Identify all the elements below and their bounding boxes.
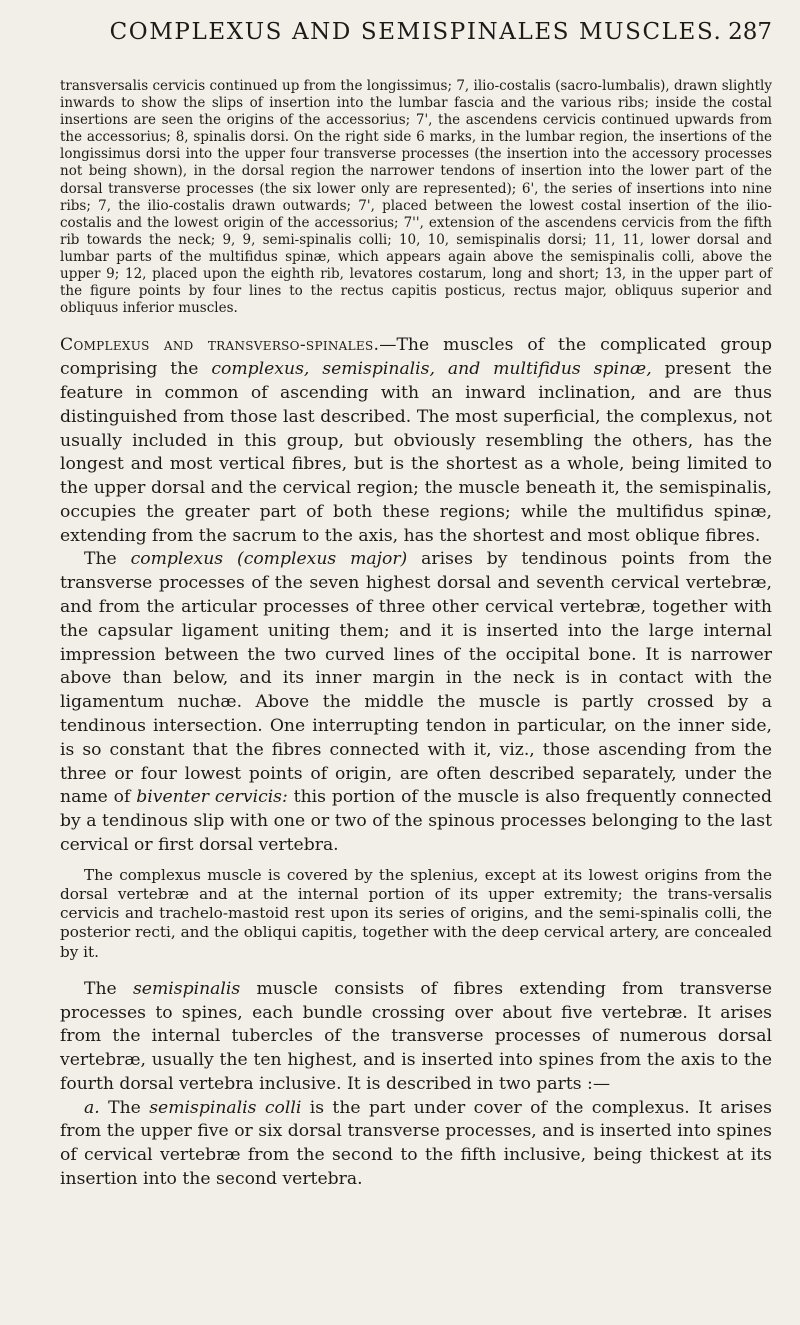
complexus-intro-terms: complexus, semispinalis, and multifidus spinæ, [211, 359, 652, 380]
complexus-intro-paragraph [60, 334, 772, 548]
page-number: 287 [728, 19, 772, 45]
complexus-intro-text-2: present the feature in common of ascending with an inward inclination, and are thus distinguished from those last described. The most superficial, the complexus, not usually included in this group, but obviously resembling the others, has the longest and most vertical fibres, but is the shortest as a whole, being limited to the upper dorsal and the cervical region; the muscle beneath it, the semispinalis, occupies the greater part of both these regions; while the multifidus spinæ, extending from the sacrum to the axis, has the shortest and most oblique fibres. [60, 359, 773, 546]
part-a-label: a. [84, 1097, 100, 1118]
complexus-detail-paragraph [60, 548, 772, 857]
semispinalis-colli-paragraph [60, 1097, 772, 1191]
running-head: COMPLEXUS AND SEMISPINALES MUSCLES. [109, 19, 723, 45]
biventer-cervicis-term: biventer cervicis: [136, 787, 288, 808]
semispinalis-colli-term: semispinalis colli [149, 1097, 302, 1118]
complexus-note-paragraph: The complexus muscle is covered by the splenius, except at its lowest origins from the dorsal vertebræ and at the internal portion of its upper extremity; the trans-versalis cervicis and trachelo-mastoid rest upon its series of origins, and the semi-spinalis colli, the posterior recti, and the obliqui capitis, together with the deep cervical artery, are concealed by it. [60, 865, 772, 961]
figure-caption-continuation: transversalis cervicis continued up from the longissimus; 7, ilio-costalis (sacro-lumbalis), drawn slightly inwards to show the slips of insertion into the lumbar fascia and the various ribs; inside the costal insertions are seen the origins of the accessorius; 7', the ascendens cervicis continued upwards from the accessorius; 8, spinalis dorsi. On the right side 6 marks, in the lumbar region, the insertions of the longissimus dorsi into the upper four transverse processes (the insertion into the accessory processes not being shown), in the dorsal region the narrower tendons of insertion into the lower part of the dorsal transverse processes (the six lower only are represented); 6', the series of insertions into nine ribs; 7, the ilio-costalis drawn outwards; 7', placed between the lowest costal insertion of the ilio-costalis and the lowest origin of the accessorius; 7'', extension of the ascendens cervicis from the fifth rib towards the neck; 9, 9, semi-spinalis colli; 10, 10, semispinalis dorsi; 11, 11, lower dorsal and lumbar parts of the multifidus spinæ, which appears again above the semispinalis colli, above the upper 9; 12, placed upon the eighth rib, levatores costarum, long and short; 13, in the upper part of the figure points by four lines to the rectus capitis posticus, rectus major, obliquus superior and obliquus inferior muscles. [60, 78, 772, 317]
semispinalis-text-2: muscle consists of fibres extending from transverse processes to spines, each bundle crossing over about five vertebræ. It arises from the internal tubercles of the transverse processes of numerous dorsal vertebræ, usually the ten highest, and is inserted into spines from the axis to the fourth dorsal vertebra inclusive. It is described in two parts :— [60, 978, 772, 1095]
page-content [60, 78, 772, 1191]
complexus-detail-term: complexus (complexus major) [130, 549, 408, 570]
part-a-text-1: The [99, 1097, 150, 1118]
complexus-detail-text-1: The [84, 549, 131, 570]
section-heading: Complexus and transverso-spinales. [60, 335, 380, 356]
part-a-text-2: is the part under cover of the complexus. It arises from the upper five or six dorsal transverse processes, and is inserted into spines of cervical vertebræ from the second to the fifth inclusive, being thickest at its insertion into the second vertebra. [60, 1097, 773, 1189]
semispinalis-term: semispinalis [132, 978, 241, 999]
complexus-detail-text-3: this portion of the muscle is also frequently connected by a tendinous slip with one or two of the spinous processes belonging to the last cervical or first dorsal vertebra. [60, 787, 772, 856]
semispinalis-text-1: The [84, 978, 133, 999]
page-header [60, 14, 772, 54]
complexus-intro-text-1: —The muscles of the complicated group comprising the [60, 335, 772, 380]
semispinalis-paragraph [60, 978, 772, 1097]
complexus-detail-text-2: arises by tendinous points from the transverse processes of the seven highest dorsal and seventh cervical vertebræ, and from the articular processes of three other cervical vertebræ, together with the capsular ligament uniting them; and it is inserted into the large internal impression between the two curved lines of the occipital bone. It is narrower above than below, and its inner margin in the neck is in contact with the ligamentum nuchæ. Above the middle the muscle is partly crossed by a tendinous intersection. One interrupting tendon in particular, on the inner side, is so constant that the fibres connected with it, viz., those ascending from the three or four lowest points of origin, are often described separately, under the name of [60, 549, 773, 808]
